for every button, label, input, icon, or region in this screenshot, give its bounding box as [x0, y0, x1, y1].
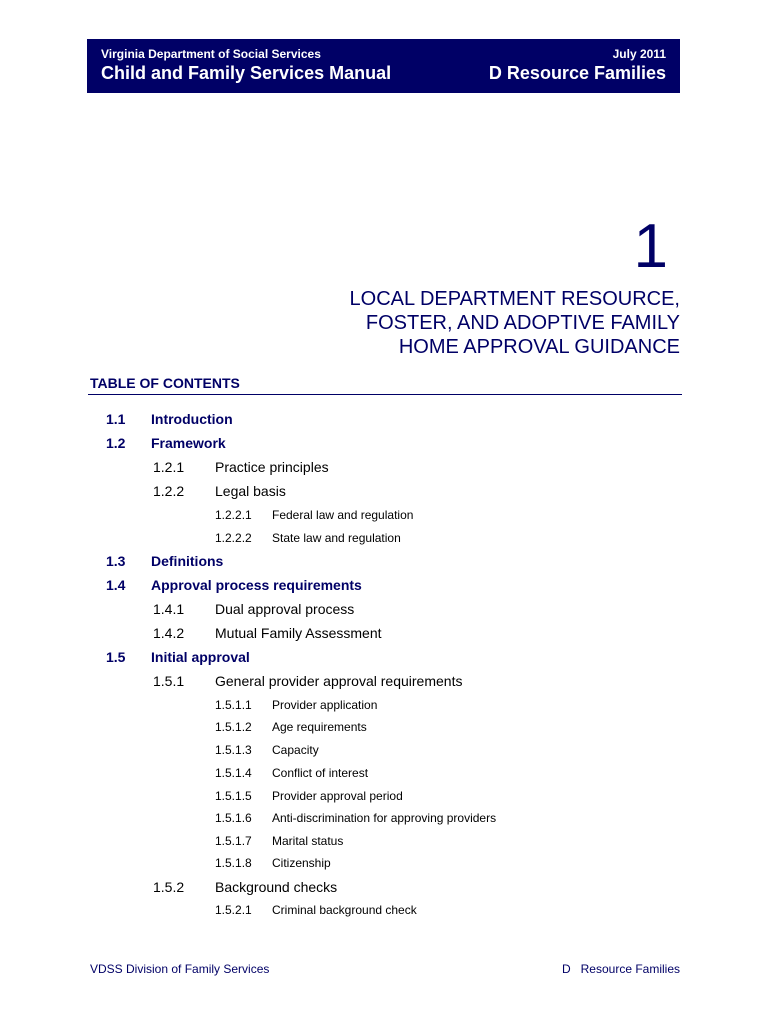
toc-entry-number: 1.2.1 — [153, 459, 185, 475]
toc-entry-number: 1.5.1.7 — [215, 834, 252, 848]
header-banner — [87, 39, 680, 93]
toc-entry-text: Provider approval period — [272, 789, 403, 803]
toc-entry-number: 1.5.2 — [153, 879, 185, 895]
footer-division: VDSS Division of Family Services — [90, 962, 270, 976]
section-title: D Resource Families — [488, 63, 666, 83]
footer-section: D Resource Families — [561, 962, 680, 976]
toc-entry-number: 1.2.2 — [153, 483, 185, 499]
toc-entry-number: 1.5.1.6 — [215, 811, 252, 825]
toc-entry-text: Introduction — [151, 411, 233, 427]
toc-entry-text: Citizenship — [272, 856, 331, 870]
toc-entry-text: General provider approval requirements — [215, 673, 463, 689]
toc-divider — [88, 394, 682, 395]
toc-entry-number: 1.2.2.1 — [215, 508, 252, 522]
toc-entry-number: 1.5.1.2 — [215, 720, 252, 734]
toc-entry-number: 1.1 — [106, 411, 126, 427]
toc-entry-text: State law and regulation — [272, 531, 401, 545]
toc-entry-number: 1.5.1.4 — [215, 766, 252, 780]
toc-entry-text: Initial approval — [151, 649, 250, 665]
toc-entry-text: Framework — [151, 435, 226, 451]
toc-entry-text: Practice principles — [215, 459, 329, 475]
toc-entry-number: 1.4 — [106, 577, 126, 593]
toc-entry-text: Background checks — [215, 879, 338, 895]
toc-entry-number: 1.5.1.8 — [215, 856, 252, 870]
toc-entry-number: 1.4.1 — [153, 601, 185, 617]
toc-entry-number: 1.5.1 — [153, 673, 185, 689]
toc-entry-number: 1.3 — [106, 553, 126, 569]
toc-entry-text: Provider application — [272, 698, 378, 712]
chapter-title-line: HOME APPROVAL GUIDANCE — [398, 336, 680, 358]
toc-entry-number: 1.2.2.2 — [215, 531, 252, 545]
toc-heading: TABLE OF CONTENTS — [90, 375, 240, 391]
toc-entry-text: Definitions — [151, 553, 224, 569]
toc-entry-text: Age requirements — [272, 720, 367, 734]
toc-entry-number: 1.5.1.1 — [215, 698, 252, 712]
toc-entry-number: 1.5 — [106, 649, 126, 665]
toc-entry-text: Marital status — [272, 834, 344, 848]
toc-entry-number: 1.4.2 — [153, 625, 185, 641]
toc-entry-text: Dual approval process — [215, 601, 355, 617]
toc-entry-text: Conflict of interest — [272, 766, 369, 780]
toc-entry-text: Criminal background check — [272, 903, 417, 917]
manual-title: Child and Family Services Manual — [101, 63, 392, 83]
toc-entry-number: 1.5.1.5 — [215, 789, 252, 803]
toc-entry-number: 1.2 — [106, 435, 126, 451]
toc-entry-text: Anti-discrimination for approving providers — [272, 811, 497, 825]
toc-entry-text: Legal basis — [215, 483, 286, 499]
agency-name: Virginia Department of Social Services — [101, 47, 321, 61]
toc-entry-text: Mutual Family Assessment — [215, 625, 382, 641]
toc-entry-text: Federal law and regulation — [272, 508, 414, 522]
chapter-number: 1 — [633, 212, 668, 281]
chapter-title — [260, 287, 680, 359]
toc-entry-number: 1.5.2.1 — [215, 903, 252, 917]
publication-date: July 2011 — [612, 47, 666, 61]
chapter-title-line: LOCAL DEPARTMENT RESOURCE, — [349, 288, 680, 310]
chapter-title-line: FOSTER, AND ADOPTIVE FAMILY — [365, 312, 680, 334]
toc-entry-text: Approval process requirements — [151, 577, 362, 593]
toc-entry-text: Capacity — [272, 743, 319, 757]
toc-entry-number: 1.5.1.3 — [215, 743, 252, 757]
